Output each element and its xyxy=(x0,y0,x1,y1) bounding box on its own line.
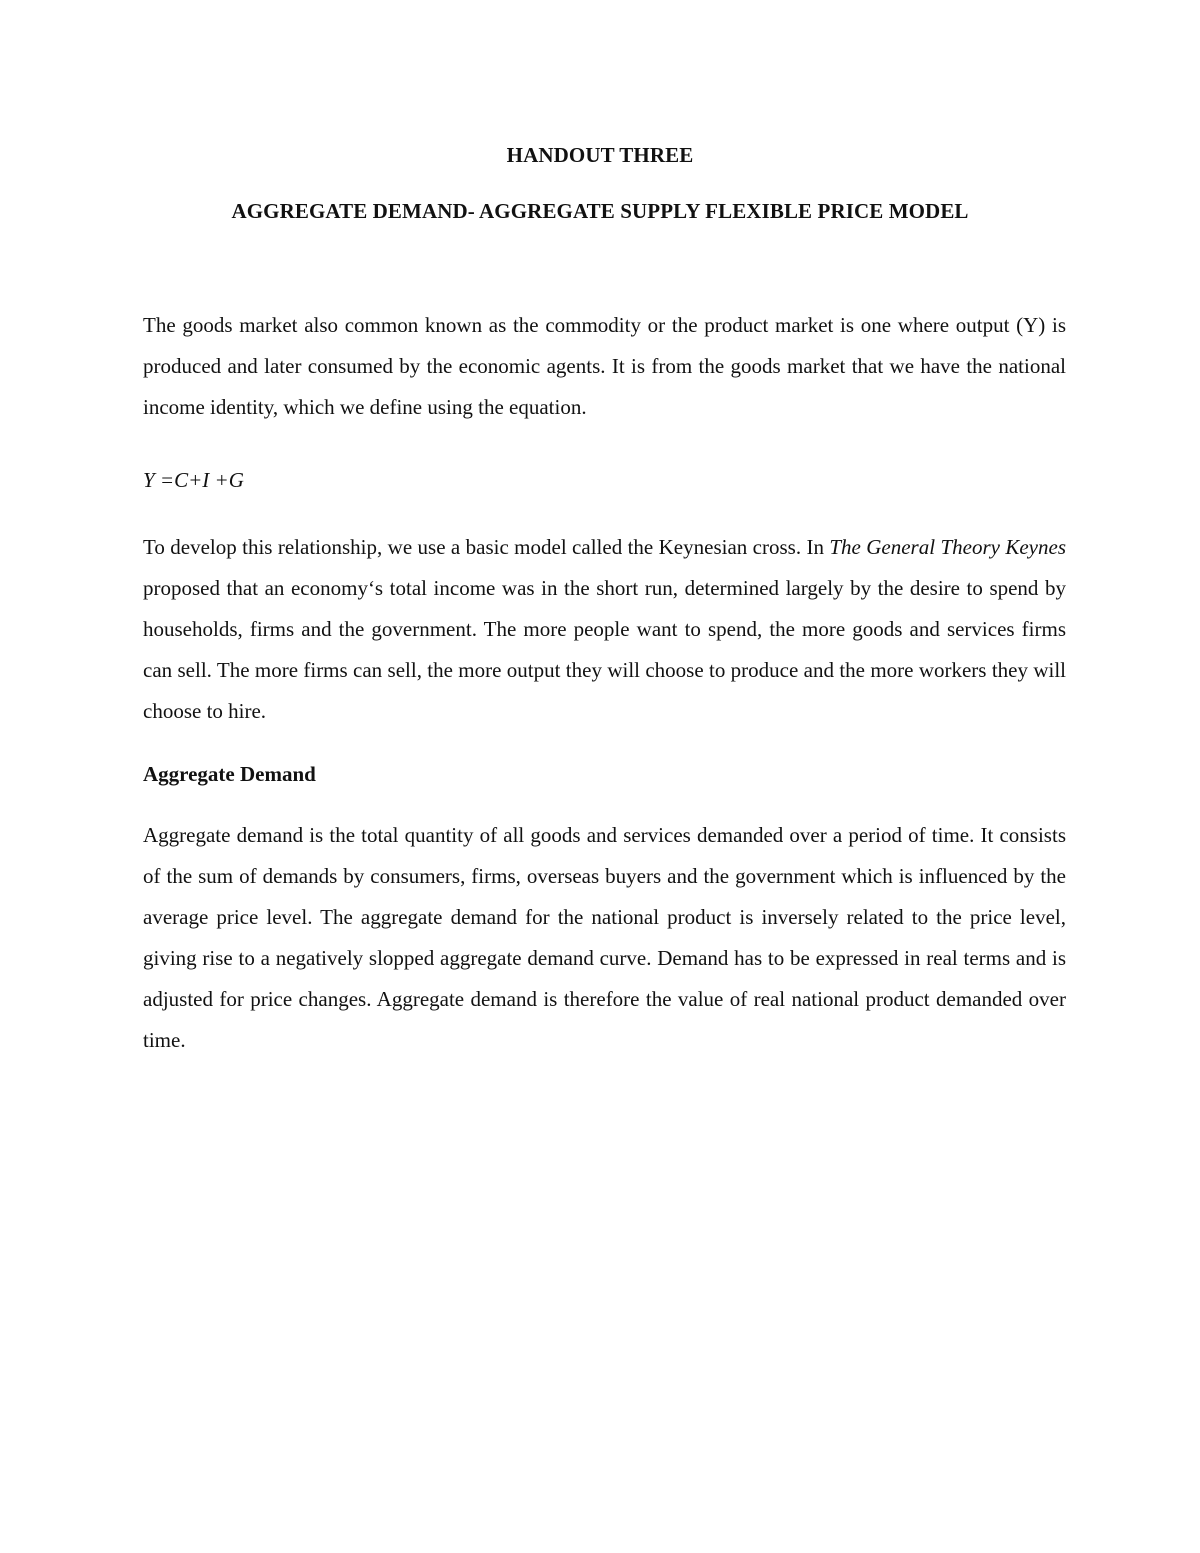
paragraph-keynesian-cross-text-2: proposed that an economy‘s total income was in the short run, determined largely by the desire to spend by households, firms and the government. The more people want to spend, the more goods and services firms can sell. The more firms can sell, the more output they will choose to produce and the more workers they will choose to hire. xyxy=(143,576,1066,723)
book-title-reference: The General Theory Keynes xyxy=(829,535,1066,559)
paragraph-keynesian-cross xyxy=(143,527,1066,732)
national-income-equation: Y =C+I +G xyxy=(143,468,244,492)
document-subtitle: AGGREGATE DEMAND- AGGREGATE SUPPLY FLEXIBLE PRICE MODEL xyxy=(231,199,969,223)
section-heading-aggregate-demand: Aggregate Demand xyxy=(143,762,316,786)
paragraph-goods-market: The goods market also common known as the commodity or the product market is one where output (Y) is produced and later consumed by the economic agents. It is from the goods market that we have the national income identity, which we define using the equation. xyxy=(143,313,1066,419)
paragraph-aggregate-demand: Aggregate demand is the total quantity of all goods and services demanded over a period of time. It consists of the sum of demands by consumers, firms, overseas buyers and the government which is influenced by the average price level. The aggregate demand for the national product is inversely related to the price level, giving rise to a negatively slopped aggregate demand curve. Demand has to be expressed in real terms and is adjusted for price changes. Aggregate demand is therefore the value of real national product demanded over time. xyxy=(143,823,1066,1052)
document-title: HANDOUT THREE xyxy=(506,143,694,167)
paragraph-keynesian-cross-text-1: To develop this relationship, we use a basic model called the Keynesian cross. In xyxy=(143,535,830,559)
